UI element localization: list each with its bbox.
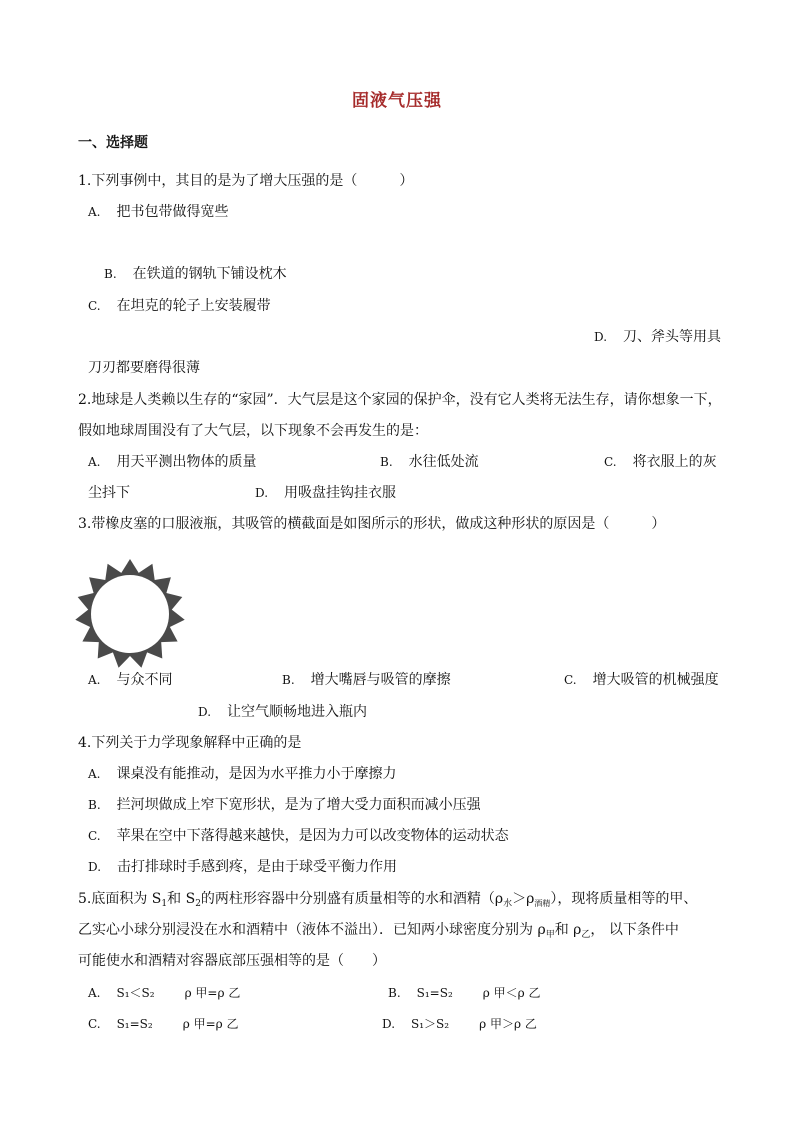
option-label: A.	[88, 767, 101, 781]
option-rho: ρ 甲＜ρ 乙	[482, 986, 541, 1000]
option-text: 水往低处流	[408, 454, 479, 470]
option-label: A.	[88, 673, 101, 687]
option-label: D.	[382, 1017, 396, 1031]
subscript: 乙	[581, 930, 591, 940]
stem-text: 乙实心小球分别浸没在水和酒精中（液体不溢出）．已知两小球密度分别为 ρ	[78, 922, 546, 938]
q2-option-c[interactable]	[604, 452, 717, 472]
subscript: 酒精	[534, 899, 551, 908]
option-rho: ρ 甲＞ρ 乙	[479, 1017, 537, 1031]
question-5-stem-line3: 可能使水和酒精对容器底部压强相等的是（ ）	[78, 953, 386, 969]
question-3-stem: 3.带橡皮塞的口服液瓶，其吸管的横截面是如图所示的形状，做成这种形状的原因是（ ）	[78, 516, 666, 532]
option-s: S₁=S₂	[116, 1017, 153, 1031]
option-s: S₁=S₂	[416, 986, 453, 1000]
q2-option-c-continued: 尘抖下	[88, 485, 130, 501]
option-label: D.	[255, 486, 269, 500]
q1-option-d-continued: 刀刃都要磨得很薄	[88, 360, 200, 376]
stem-text: ），现将质量相等的甲、	[550, 891, 698, 907]
question-2-stem-line1: 2.地球是人类赖以生存的“家园”．大气层是这个家园的保护伞，没有它人类将无法生存，请你想象一下，	[78, 392, 722, 408]
option-text: 增大吸管的机械强度	[592, 672, 719, 688]
option-label: B.	[104, 267, 117, 281]
option-rho: ρ 甲=ρ 乙	[182, 1017, 239, 1031]
q2-option-b[interactable]	[380, 452, 479, 472]
q5-option-d[interactable]	[382, 1014, 537, 1034]
q2-option-d[interactable]	[255, 483, 396, 503]
option-label: C.	[88, 299, 101, 313]
q4-option-c[interactable]	[88, 826, 509, 846]
q3-option-a[interactable]	[88, 670, 172, 690]
option-text: 把书包带做得宽些	[116, 204, 229, 220]
subscript: 甲	[545, 930, 555, 940]
option-text: 用天平测出物体的质量	[116, 454, 257, 470]
q2-option-a[interactable]	[88, 452, 256, 472]
q1-option-d[interactable]	[594, 327, 721, 347]
option-label: A.	[88, 205, 101, 219]
option-label: A.	[88, 986, 101, 1000]
q3-option-b[interactable]	[282, 670, 451, 690]
stem-text: ＞ρ	[512, 891, 535, 907]
q1-option-b[interactable]	[104, 264, 287, 284]
q3-option-d[interactable]	[198, 702, 367, 722]
stem-text: 的两柱形容器中分别盛有质量相等的水和酒精（ρ	[200, 891, 504, 907]
q4-option-a[interactable]	[88, 764, 396, 784]
subscript: 2	[195, 899, 201, 909]
option-label: D.	[88, 860, 102, 874]
option-label: C.	[564, 673, 577, 687]
option-label: D.	[594, 330, 608, 344]
subscript: 1	[161, 899, 168, 909]
option-text: 在铁道的钢轨下铺设枕木	[132, 266, 287, 282]
q1-option-a[interactable]	[88, 202, 228, 222]
straw-cross-section-figure	[74, 558, 186, 670]
option-label: B.	[380, 455, 393, 469]
option-label: A.	[88, 455, 101, 469]
q1-option-c[interactable]	[88, 296, 271, 316]
option-label: B.	[88, 798, 101, 812]
page-title: 固液气压强	[352, 91, 442, 111]
stem-text: 5.底面积为 S	[78, 891, 162, 907]
option-label: C.	[88, 1017, 101, 1031]
question-1-stem: 1.下列事例中，其目的是为了增大压强的是（ ）	[78, 173, 414, 189]
option-text: 刀、斧头等用具	[623, 329, 722, 345]
question-5-stem-line1	[78, 889, 697, 914]
stem-text: 和 S	[167, 891, 196, 907]
option-text: 与众不同	[116, 672, 173, 688]
option-text: 增大嘴唇与吸管的摩擦	[310, 672, 451, 688]
option-s: S₁＜S₂	[116, 986, 155, 1000]
option-label: B.	[282, 673, 295, 687]
option-text: 拦河坝做成上窄下宽形状，是为了增大受力面积而减小压强	[116, 797, 481, 813]
option-label: D.	[198, 705, 212, 719]
question-5-stem-line2	[78, 920, 679, 945]
option-text: 在坦克的轮子上安装履带	[116, 298, 271, 314]
option-text: 将衣服上的灰	[632, 454, 717, 470]
q3-option-c[interactable]	[564, 670, 719, 690]
question-2-stem-line2: 假如地球周围没有了大气层，以下现象不会再发生的是：	[78, 423, 428, 439]
option-text: 让空气顺畅地进入瓶内	[227, 704, 368, 720]
q5-option-c[interactable]	[88, 1014, 239, 1034]
option-text: 苹果在空中下落得越来越快，是因为力可以改变物体的运动状态	[116, 828, 509, 844]
subscript: 水	[503, 899, 513, 909]
section-heading: 一、选择题	[78, 135, 148, 151]
q4-option-b[interactable]	[88, 795, 481, 815]
q5-option-b[interactable]	[388, 983, 541, 1003]
stem-text: 和 ρ	[554, 922, 582, 938]
option-text: 用吸盘挂钩挂衣服	[284, 485, 397, 501]
option-text: 课桌没有能推动，是因为水平推力小于摩擦力	[116, 766, 397, 782]
question-4-stem: 4.下列关于力学现象解释中正确的是	[78, 735, 302, 751]
q5-option-a[interactable]	[88, 983, 240, 1003]
option-label: C.	[604, 455, 617, 469]
option-label: B.	[388, 986, 401, 1000]
option-text: 击打排球时手感到疼，是由于球受平衡力作用	[117, 859, 398, 875]
option-rho: ρ 甲=ρ 乙	[184, 986, 241, 1000]
option-s: S₁＞S₂	[411, 1017, 450, 1031]
q4-option-d[interactable]	[88, 857, 397, 877]
stem-text: ， 以下条件中	[590, 922, 679, 938]
option-label: C.	[88, 829, 101, 843]
